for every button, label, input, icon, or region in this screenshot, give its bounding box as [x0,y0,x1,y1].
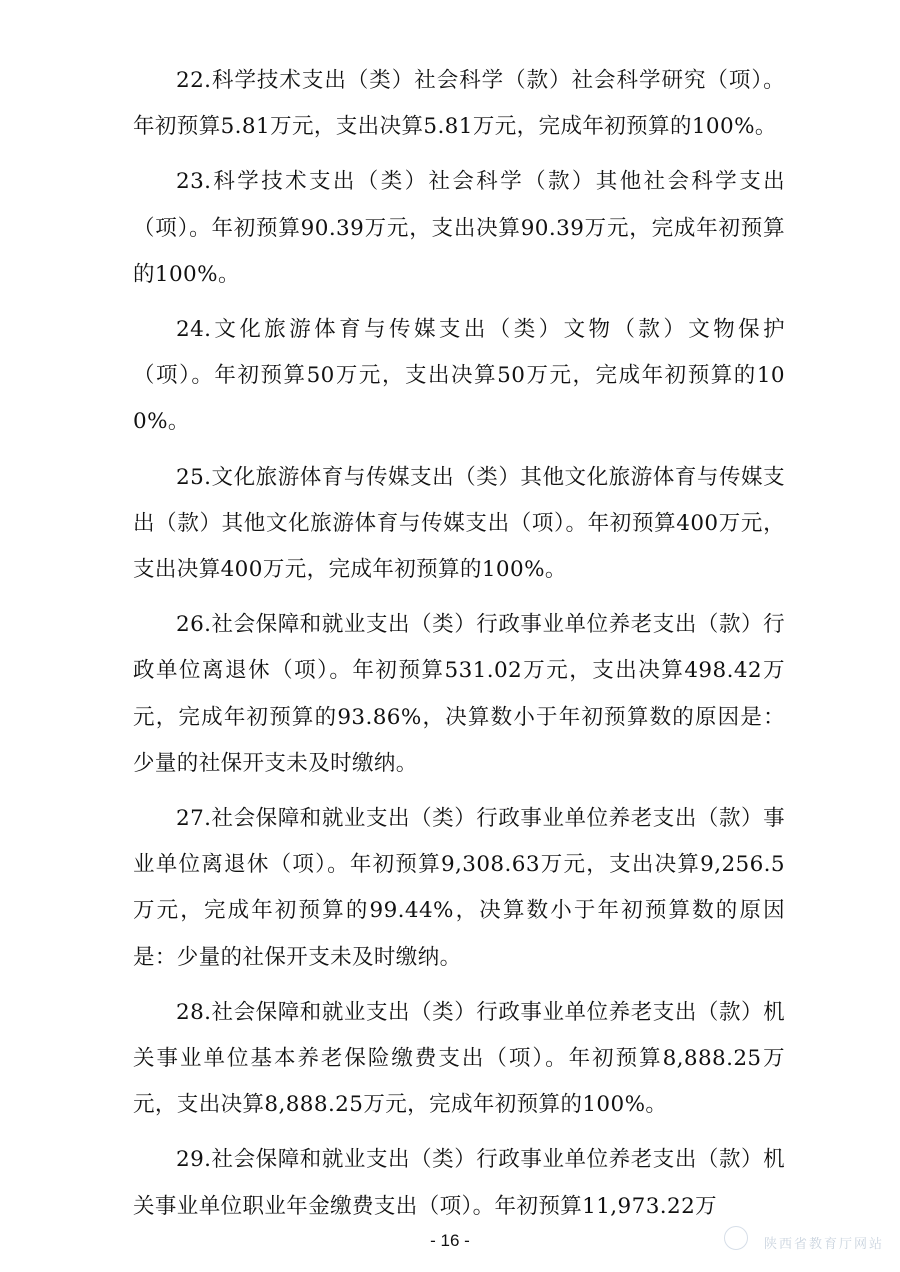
page-number: - 16 - [430,1231,470,1250]
paragraph-28: 28.社会保障和就业支出（类）行政事业单位养老支出（款）机关事业单位基本养老保险缴费支出（项）。年初预算8,888.25万元，支出决算8,888.25万元，完成年初预算的100%。 [133,999,785,1118]
paragraph-26: 26.社会保障和就业支出（类）行政事业单位养老支出（款）行政单位离退休（项）。年初预算531.02万元，支出决算498.42万元，完成年初预算的93.86%，决算数小于年初预算数的原因是：少量的社保开支未及时缴纳。 [133,612,785,776]
document-body [133,58,785,1239]
watermark-logo-icon [724,1226,748,1250]
paragraph-27: 27.社会保障和就业支出（类）行政事业单位养老支出（款）事业单位离退休（项）。年初预算9,308.63万元，支出决算9,256.5万元，完成年初预算的99.44%，决算数小于年初预算数的原因是：少量的社保开支未及时缴纳。 [133,806,785,970]
paragraph-23: 23.科学技术支出（类）社会科学（款）其他社会科学支出（项）。年初预算90.39万元，支出决算90.39万元，完成年初预算的100%。 [133,169,785,287]
paragraph-25: 25.文化旅游体育与传媒支出（类）其他文化旅游体育与传媒支出（款）其他文化旅游体育与传媒支出（项）。年初预算400万元，支出决算400万元，完成年初预算的100%。 [133,464,785,583]
paragraph-24: 24.文化旅游体育与传媒支出（类）文物（款）文物保护（项）。年初预算50万元，支出决算50万元，完成年初预算的100%。 [133,317,785,435]
paragraph-29: 29.社会保障和就业支出（类）行政事业单位养老支出（款）机关事业单位职业年金缴费支出（项）。年初预算11,973.22万 [133,1147,785,1219]
watermark-text: 陕西省教育厅网站 [763,1237,884,1252]
paragraph-22: 22.科学技术支出（类）社会科学（款）社会科学研究（项）。年初预算5.81万元，支出决算5.81万元，完成年初预算的100%。 [133,68,785,140]
